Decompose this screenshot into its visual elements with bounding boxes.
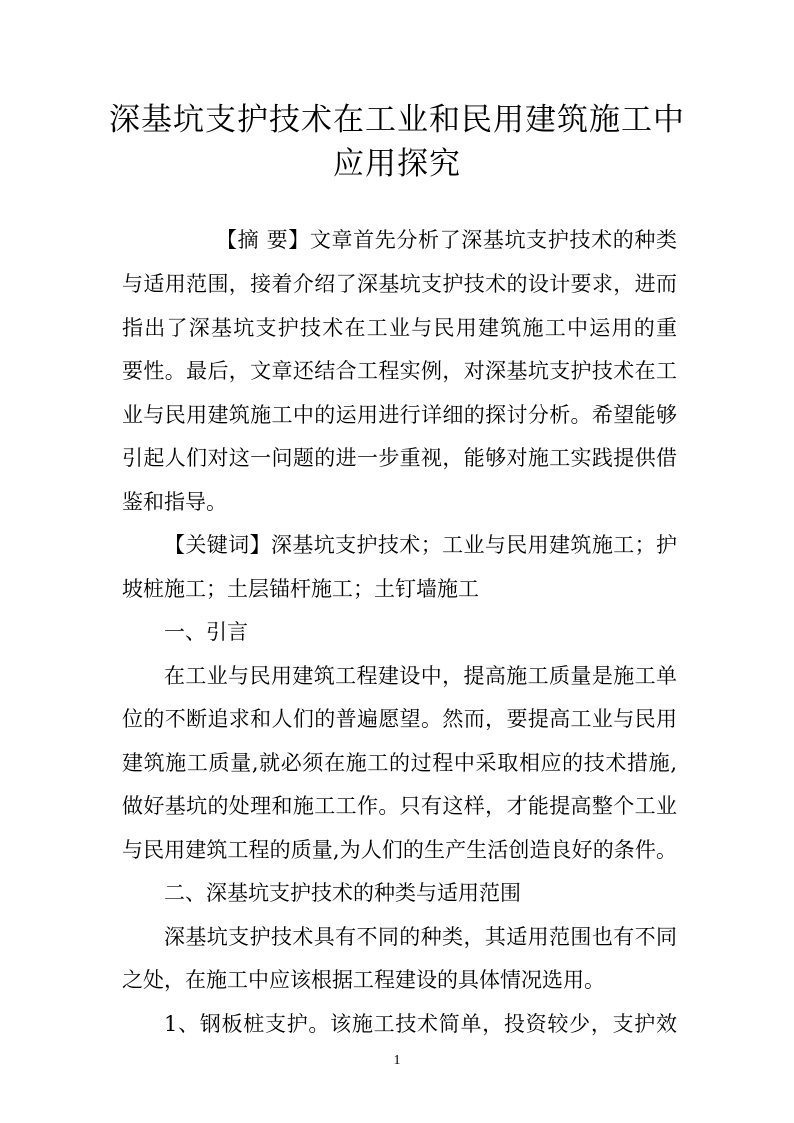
body-line: 做好基坑的处理和施工工作。只有这样，才能提高整个工业	[122, 794, 677, 818]
abstract-line: 业与民用建筑施工中的运用进行详细的探讨分析。希望能够	[122, 403, 677, 427]
abstract-line: 鉴和指导。	[122, 490, 227, 514]
body-line: 之处，在施工中应该根据工程建设的具体情况选用。	[122, 968, 605, 992]
keywords-line: 【关键词】深基坑支护技术；工业与民用建筑施工；护	[164, 533, 677, 557]
body-line: 1、钢板桩支护。该施工技术简单，投资较少，支护效	[164, 1012, 677, 1036]
document-title-line-2: 应用探究	[333, 146, 461, 182]
body-line: 位的不断追求和人们的普遍愿望。然而，要提高工业与民用	[122, 707, 677, 731]
page-number: 1	[393, 1053, 401, 1068]
abstract-line: 要性。最后，文章还结合工程实例，对深基坑支护技术在工	[122, 359, 677, 383]
abstract-line: 引起人们对这一问题的进一步重视，能够对施工实践提供借	[122, 446, 677, 470]
body-line: 在工业与民用建筑工程建设中，提高施工质量是施工单	[164, 664, 677, 688]
body-line: 建筑施工质量,就必须在施工的过程中采取相应的技术措施,	[122, 751, 677, 775]
body-line: 深基坑支护技术具有不同的种类，其适用范围也有不同	[164, 925, 677, 949]
section-heading-types: 二、深基坑支护技术的种类与适用范围	[164, 881, 521, 905]
abstract-line: 指出了深基坑支护技术在工业与民用建筑施工中运用的重	[122, 316, 677, 340]
document-title-line-1: 深基坑支护技术在工业和民用建筑施工中	[109, 102, 685, 138]
keywords-line: 坡桩施工；土层锚杆施工；土钉墙施工	[122, 577, 479, 601]
body-line: 与民用建筑工程的质量,为人们的生产生活创造良好的条件。	[122, 838, 677, 862]
abstract-line: 与适用范围，接着介绍了深基坑支护技术的设计要求，进而	[122, 272, 677, 296]
section-heading-introduction: 一、引言	[164, 620, 248, 644]
abstract-line: 【摘 要】文章首先分析了深基坑支护技术的种类	[216, 228, 677, 252]
